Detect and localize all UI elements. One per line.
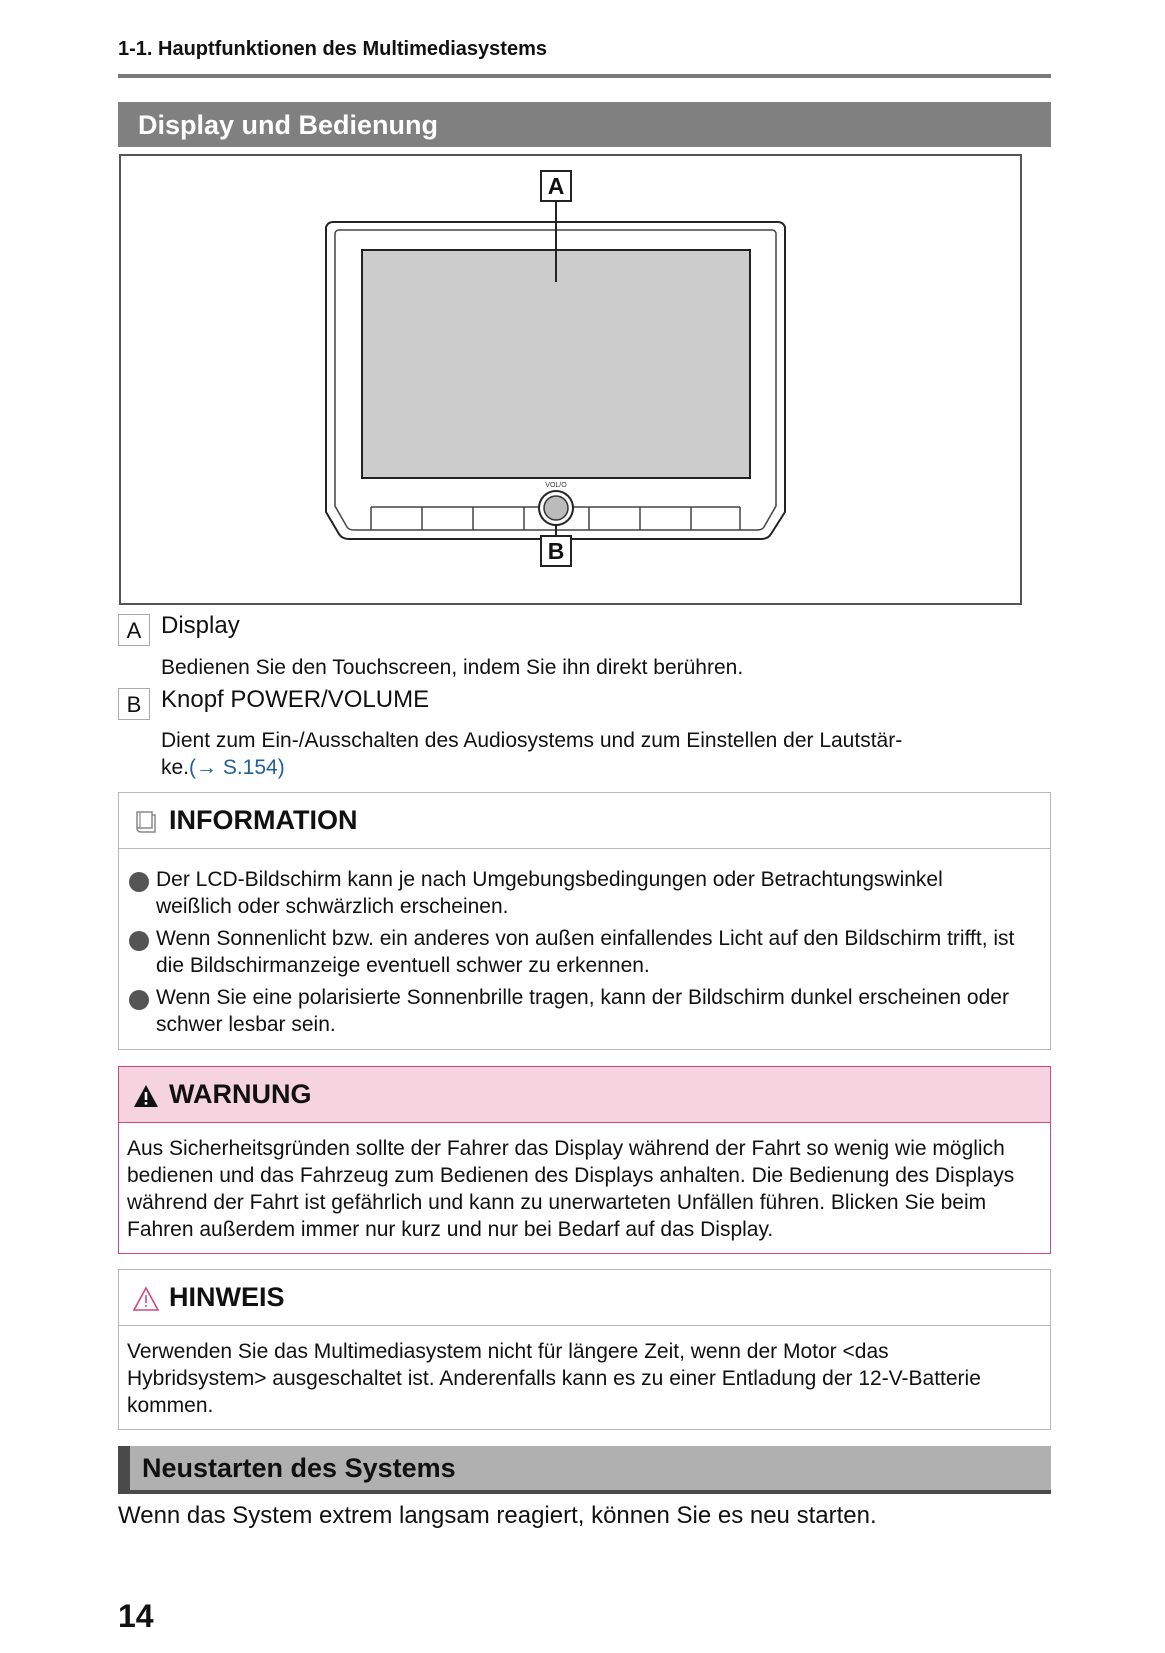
- information-bullet-1: Der LCD-Bildschirm kann je nach Umgebungsbedingungen oder Betrachtungswinkel weißlich oder schwärzlich erscheinen.: [156, 868, 943, 918]
- warning-text: Aus Sicherheitsgründen sollte der Fahrer das Display während der Fahrt so wenig wie möglich bedienen und das Fahrzeug zum Bedienen des Displays anhalten. Die Bedienung des Displays während der Fahrt ist gefährlich und kann zu unerwarteten Unfällen führen. Blicken Sie beim Fahren außerdem immer nur kurz und nur bei Bedarf auf das Display.: [127, 1137, 1015, 1241]
- caution-triangle-outline-icon: [133, 1286, 159, 1312]
- callout-b: B: [540, 535, 572, 567]
- chapter-title: 1-1. Hauptfunktionen des Multimediasystems: [118, 38, 547, 60]
- section-header-restart: [118, 1446, 1051, 1490]
- notice-box: [118, 1269, 1051, 1430]
- bullet-dot: [129, 990, 149, 1010]
- device-illustration: [119, 154, 1022, 605]
- item-desc-line1: Dient zum Ein-/Ausschalten des Audiosystems und zum Einstellen der Lautstär-: [161, 729, 903, 752]
- item-desc-line2: ke.: [161, 756, 190, 779]
- notice-title: HINWEIS: [169, 1282, 285, 1312]
- item-letter-a: A: [118, 614, 150, 646]
- callout-a: A: [540, 170, 572, 202]
- section-accent: [118, 1446, 130, 1494]
- warning-header: [119, 1067, 1050, 1123]
- notice-text: Verwenden Sie das Multimediasystem nicht für längere Zeit, wenn der Motor <das Hybridsystem> ausgeschaltet ist. Anderenfalls kann es zu einer Entladung der 12-V-Batterie kommen.: [127, 1340, 981, 1417]
- item-title-power-volume: Knopf POWER/VOLUME: [161, 686, 430, 713]
- information-box: [118, 792, 1051, 1050]
- information-bullet-2: Wenn Sonnenlicht bzw. ein anderes von außen einfallendes Licht auf den Bildschirm trifft, ist die Bildschirmanzeige eventuell schwer zu erkennen.: [156, 927, 1015, 977]
- page-number: 14: [118, 1598, 154, 1634]
- restart-paragraph: Wenn das System extrem langsam reagiert, können Sie es neu starten.: [118, 1502, 877, 1529]
- knob-label: VOL/O: [545, 482, 567, 489]
- information-title: INFORMATION: [169, 805, 358, 835]
- warning-title: WARNUNG: [169, 1079, 312, 1109]
- item-desc-power-volume: [161, 727, 1021, 781]
- bullet-dot: [129, 931, 149, 951]
- bullet-dot: [129, 872, 149, 892]
- chapter-rule: [118, 74, 1051, 78]
- page-reference-link[interactable]: (→ S.154): [189, 756, 285, 779]
- section-header-display: [118, 102, 1051, 147]
- section-rule: [118, 1490, 1051, 1494]
- warning-box: [118, 1066, 1051, 1254]
- item-desc-display: Bedienen Sie den Touchscreen, indem Sie ihn direkt berühren.: [161, 656, 744, 679]
- item-title-display: Display: [161, 612, 240, 639]
- notice-header: [119, 1270, 1050, 1326]
- warning-triangle-icon: [133, 1083, 159, 1109]
- item-letter-b: B: [118, 688, 150, 720]
- section-title: Display und Bedienung: [138, 110, 439, 140]
- information-header: [119, 793, 1050, 849]
- book-icon: [133, 809, 159, 835]
- section-title: Neustarten des Systems: [142, 1453, 456, 1483]
- information-bullet-3: Wenn Sie eine polarisierte Sonnenbrille tragen, kann der Bildschirm dunkel erscheinen oder schwer lesbar sein.: [156, 986, 1009, 1036]
